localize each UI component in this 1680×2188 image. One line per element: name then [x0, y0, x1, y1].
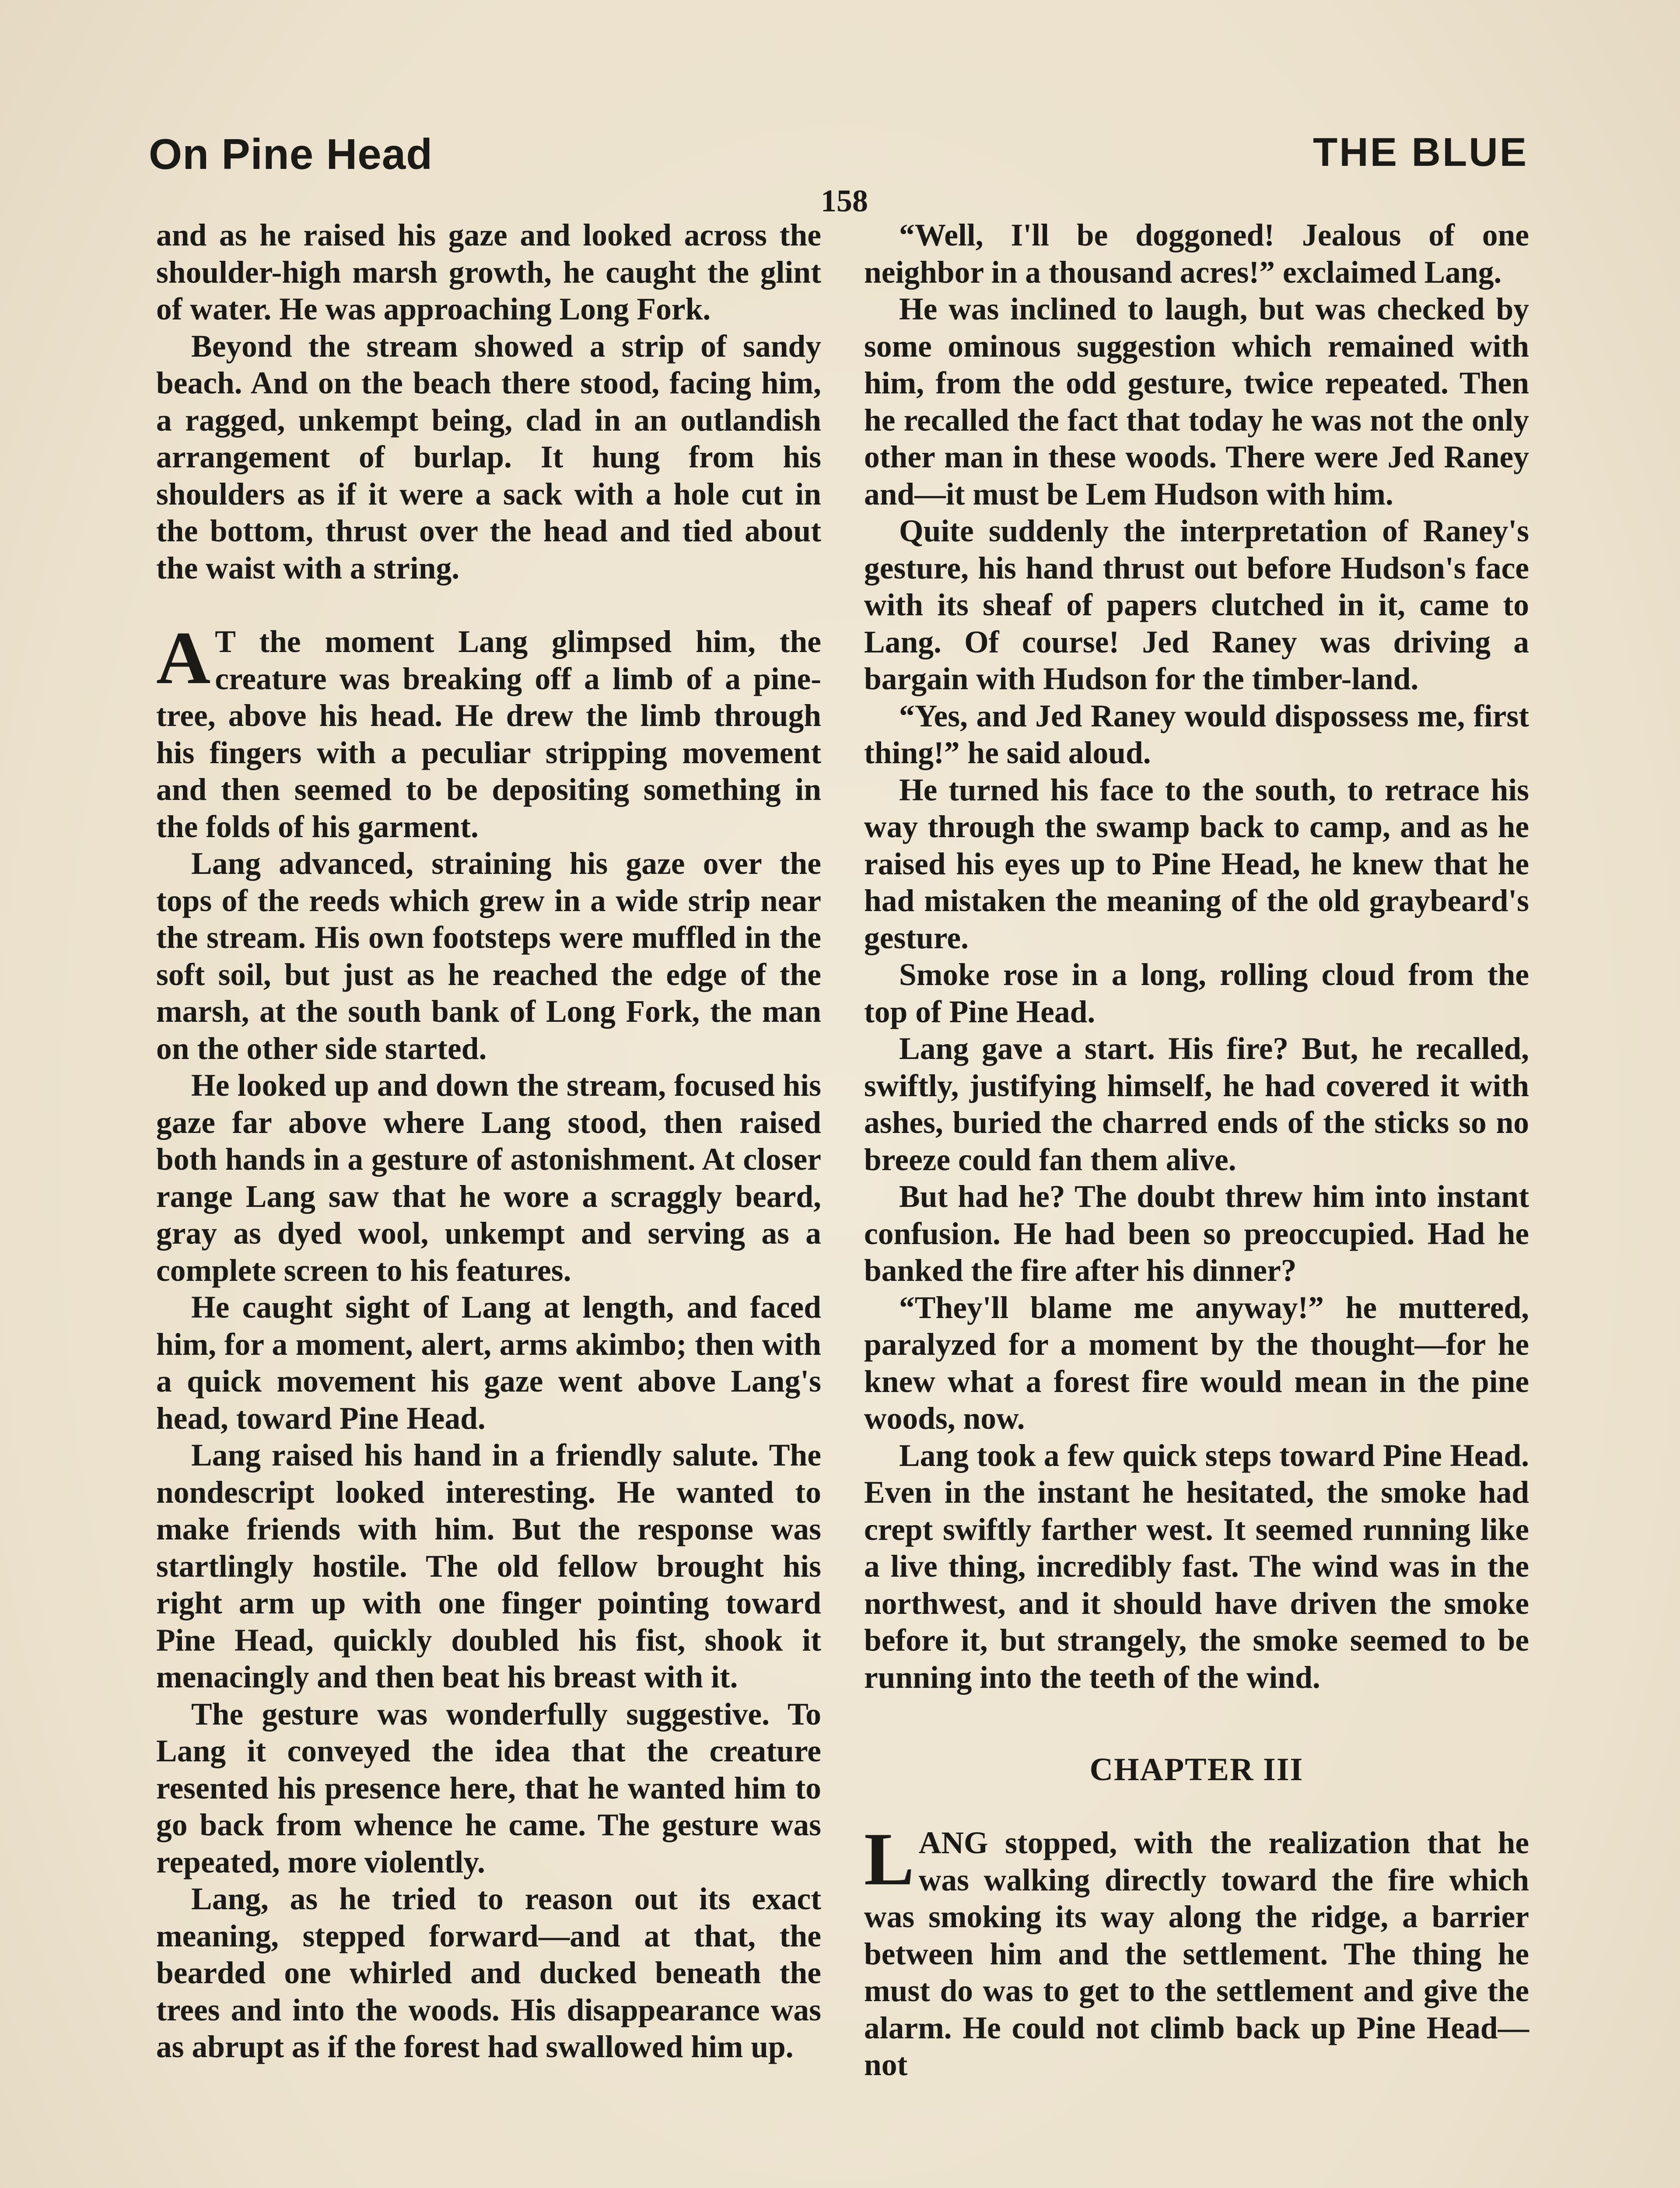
paragraph: and as he raised his gaze and looked across the shoulder-high marsh growth, he caught the glint of water. He was approaching Long Fork. — [156, 218, 821, 326]
paragraph: Lang advanced, straining his gaze over the tops of the reeds which grew in a wide strip near the stream. His own footsteps were muffled in the soft soil, but just as he reached the edge of the marsh, at the south bank of Long Fork, the man on the other side started. — [156, 846, 821, 1066]
paragraph: Smoke rose in a long, rolling cloud from the top of Pine Head. — [864, 957, 1529, 1029]
paragraph: The gesture was wonderfully suggestive. To Lang it conveyed the idea that the creature resented his presence here, that he wanted him to go back from whence he came. The gesture was repeated, more violently. — [156, 1697, 821, 1879]
paragraph: He caught sight of Lang at length, and faced him, for a moment, alert, arms akimbo; then with a quick movement his gaze went above Lang's head, toward Pine Head. — [156, 1290, 821, 1436]
paragraph: Lang gave a start. His fire? But, he recalled, swiftly, justifying himself, he had covered it with ashes, buried the charred ends of the sticks so no breeze could fan them alive. — [864, 1031, 1529, 1177]
paragraph: He looked up and down the stream, focused his gaze far above where Lang stood, then raised both hands in a gesture of astonishment. At closer range Lang saw that he wore a scraggly beard, gray as dyed wool, unkempt and serving as a complete screen to his features. — [156, 1068, 821, 1288]
right-column — [864, 217, 1529, 2188]
paragraph: He was inclined to laugh, but was checked by some ominous suggestion which remained with him, from the odd gesture, twice repeated. Then he recalled the fact that today he was not the only other man in these woods. There were Jed Raney and—it must be Lem Hudson with him. — [864, 292, 1529, 512]
paragraph: Beyond the stream showed a strip of sandy beach. And on the beach there stood, facing him, a ragged, unkempt being, clad in an outlandish arrangement of burlap. It hung from his shoulders as if it were a sack with a hole cut in the bottom, thrust over the head and tied about the waist with a string. — [156, 329, 821, 586]
paragraph: He turned his face to the south, to retrace his way through the swamp back to camp, and as he raised his eyes up to Pine Head, he knew that he had mistaken the meaning of the old graybeard's gesture. — [864, 772, 1529, 955]
paragraph-text: ANG stopped, with the realization that he was walking directly toward the fire which was smoking its way along the ridge, a barrier between him and the settlement. The thing he must do was to get to the settlement and give the alarm. He could not climb back up Pine Head—not — [864, 1826, 1529, 2082]
paragraph — [156, 617, 821, 845]
section-break — [156, 587, 821, 624]
paragraph-text: T the moment Lang glimpsed him, the creature was breaking off a limb of a pine-tree, above his head. He drew the limb through his fingers with a peculiar stripping movement and then seemed to be depositing something in the folds of his garment. — [156, 624, 821, 844]
paragraph: Quite suddenly the interpretation of Raney's gesture, his hand thrust out before Hudson's face with its sheaf of papers clutched in it, came to Lang. Of course! Jed Raney was driving a bargain with Hudson for the timber-land. — [864, 514, 1529, 696]
paragraph: Lang, as he tried to reason out its exact meaning, stepped forward—and at that, the bearded one whirled and ducked beneath the trees and into the woods. His disappearance was as abrupt as if the forest had swallowed him up. — [156, 1882, 821, 2064]
paragraph: Lang took a few quick steps toward Pine Head. Even in the instant he hesitated, the smoke had crept swiftly farther west. It seemed running like a live thing, incredibly fast. The wind was in the northwest, and it should have driven the smoke before it, but strangely, the smoke seemed to be running into the teeth of the wind. — [864, 1438, 1529, 1695]
running-head-title: On Pine Head — [149, 130, 433, 178]
paragraph — [864, 1818, 1529, 2084]
paragraph: “Yes, and Jed Raney would dispossess me, first thing!” he said aloud. — [864, 698, 1529, 770]
section-break — [864, 1788, 1529, 1825]
page-number: 158 — [821, 183, 868, 218]
running-head-magazine: THE BLUE — [1313, 130, 1528, 175]
paragraph: “They'll blame me anyway!” he muttered, paralyzed for a moment by the thought—for he knew what a forest fire would mean in the pine woods, now. — [864, 1290, 1529, 1436]
paragraph: But had he? The doubt threw him into instant confusion. He had been so preoccupied. Had he banked the fire after his dinner? — [864, 1179, 1529, 1288]
drop-cap: L — [864, 1818, 914, 1901]
paragraph: “Well, I'll be doggoned! Jealous of one neighbor in a thousand acres!” exclaimed Lang. — [864, 218, 1529, 290]
paragraph: Lang raised his hand in a friendly salute. The nondescript looked interesting. He wanted to make friends with him. But the response was startlingly hostile. The old fellow brought his right arm up with one finger pointing toward Pine Head, quickly doubled his fist, shook it menacingly and then beat his breast with it. — [156, 1438, 821, 1694]
section-break — [864, 1696, 1529, 1751]
drop-cap: A — [156, 617, 211, 700]
chapter-heading: CHAPTER III — [1089, 1752, 1304, 1788]
left-column — [156, 217, 821, 2188]
